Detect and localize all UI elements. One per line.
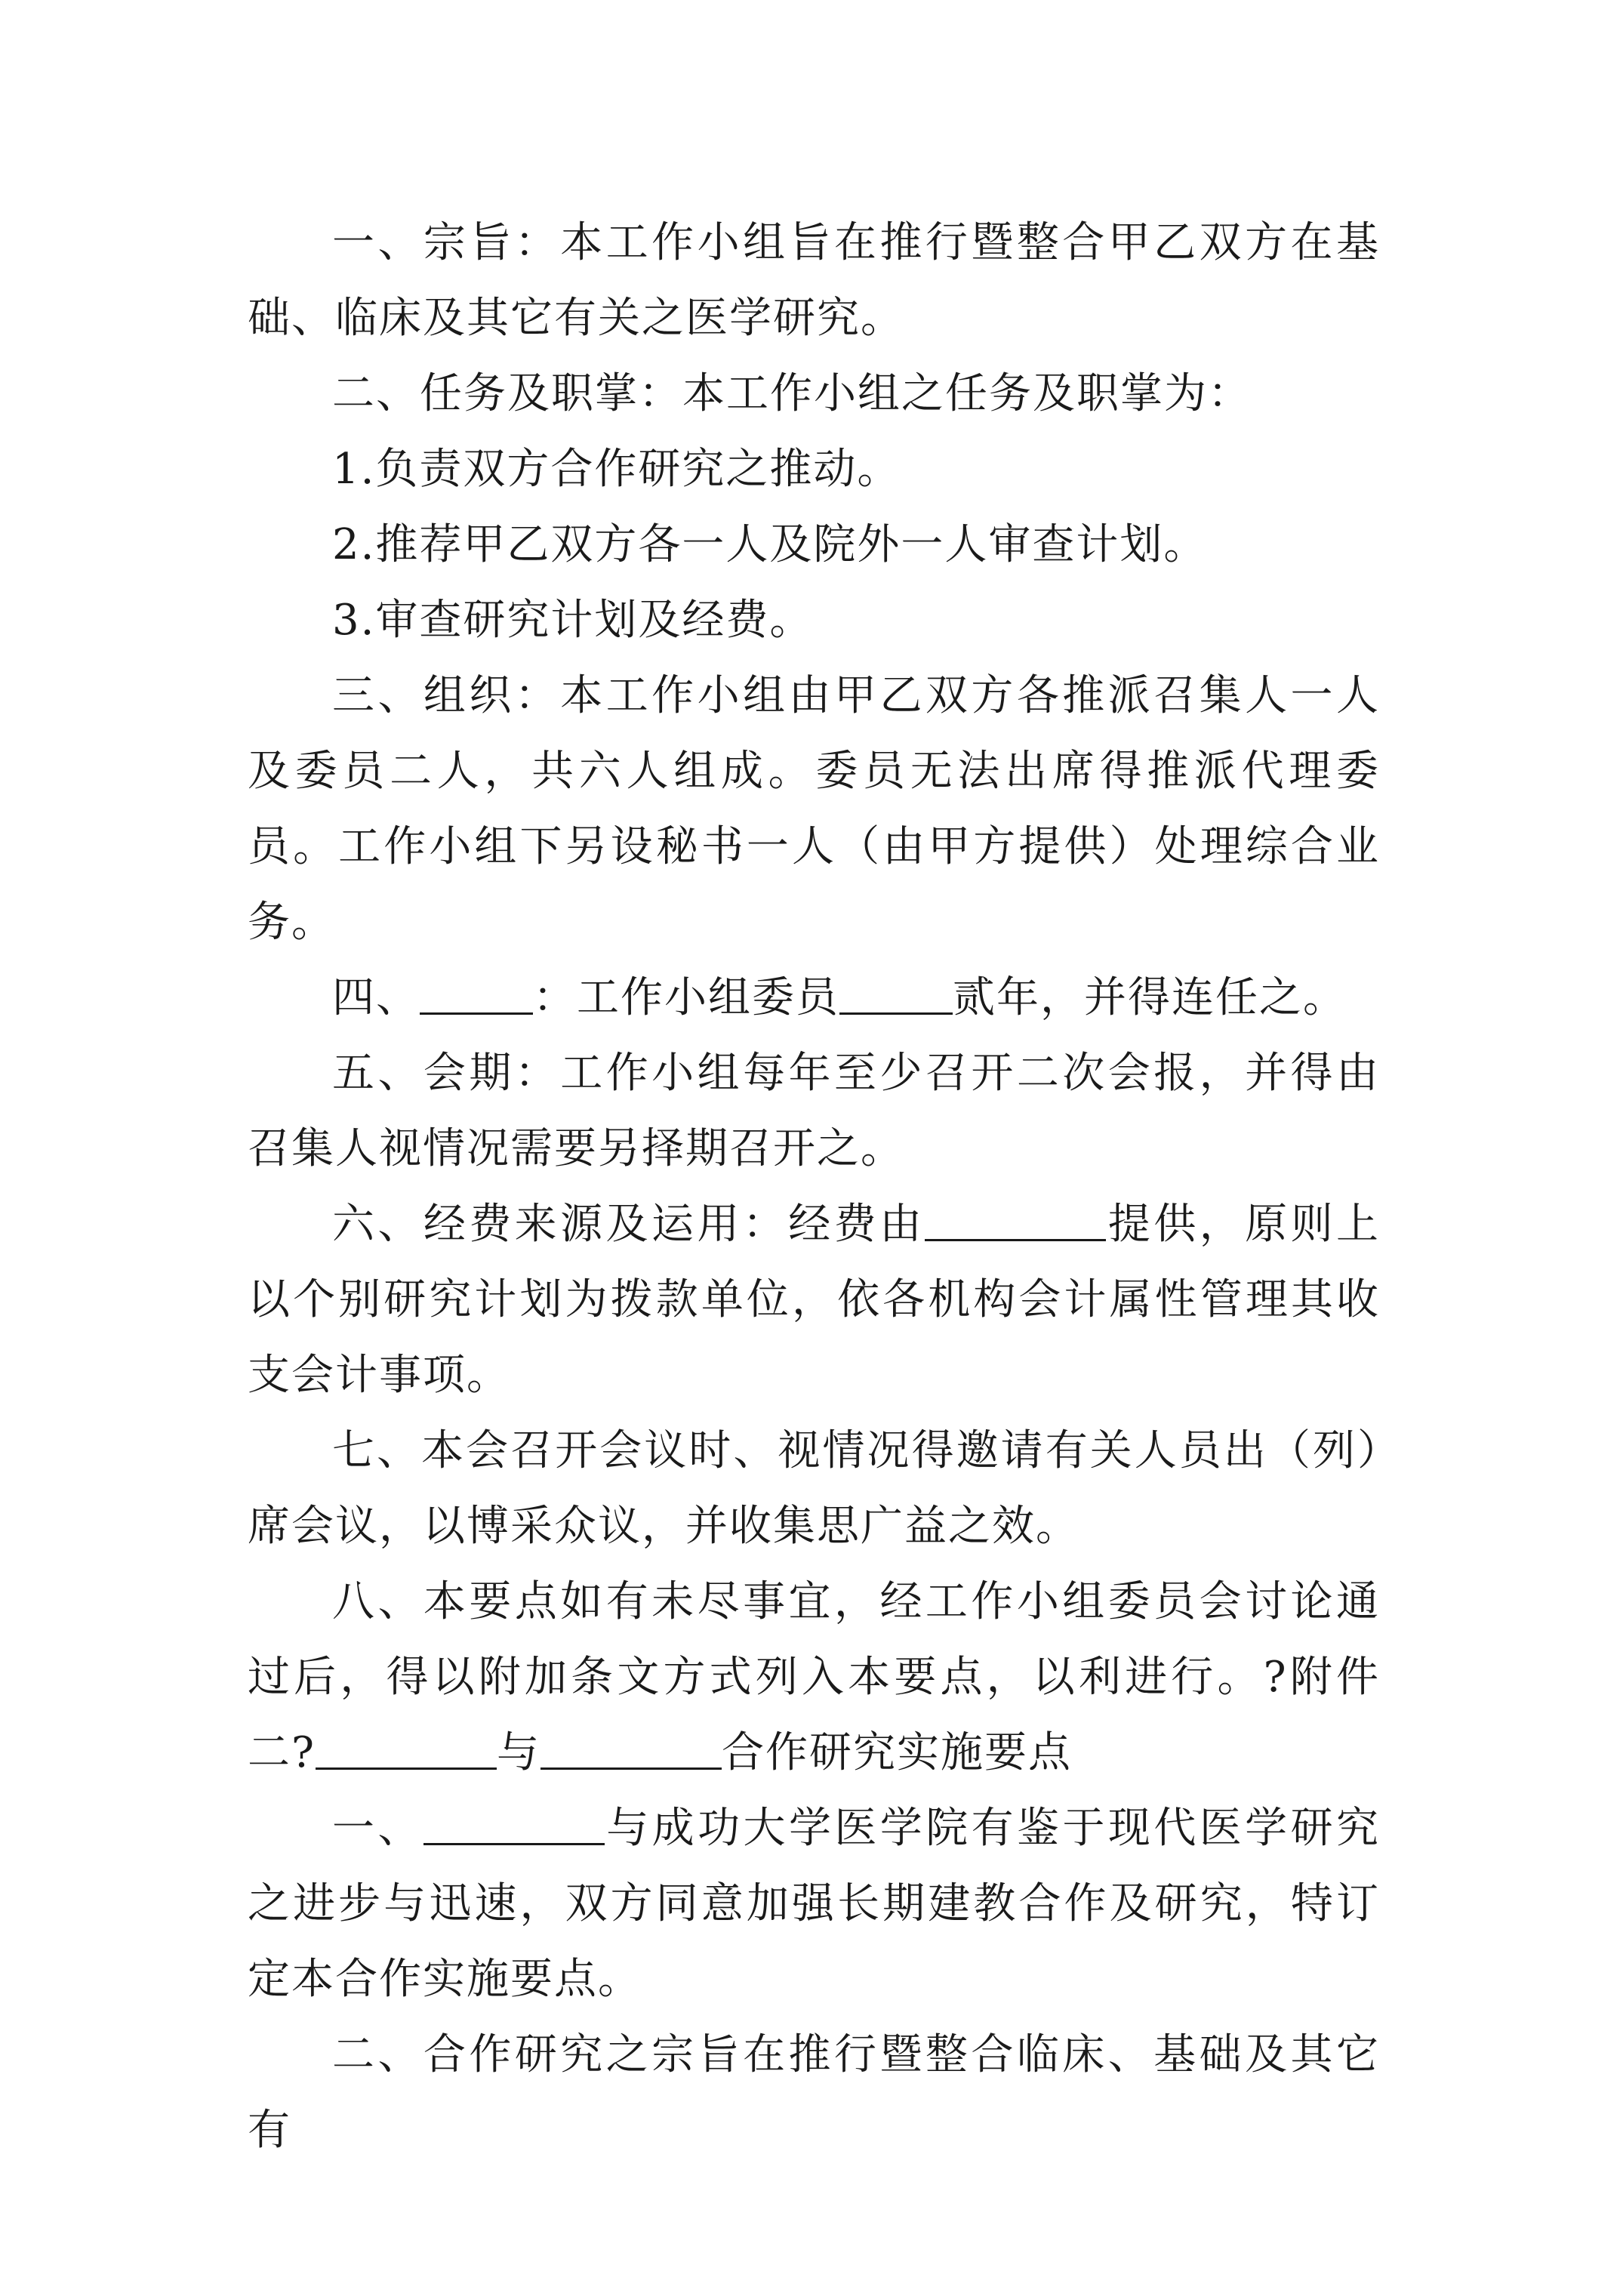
paragraph-text: ：工作小组委员	[533, 973, 839, 1022]
paragraph-text: 2.推荐甲乙双方各一人及院外一人审查计划。	[332, 520, 1208, 569]
paragraph-text: 提供，原则上以个别研究计划为拨款单位，依各机构会计属性管理其收支会计事项。	[248, 1200, 1381, 1400]
paragraph-text: 二、合作研究之宗旨在推行暨整合临床、基础及其它有	[248, 2030, 1380, 2155]
paragraph-meeting-invitees	[248, 1413, 1380, 1564]
fill-in-blank[interactable]	[423, 1801, 605, 1845]
paragraph-text: 七、本会召开会议时、视情况得邀请有关人员出（列）席会议，以博采众议，并收集思广益之效。	[248, 1426, 1380, 1551]
fill-in-blank[interactable]	[925, 1197, 1106, 1241]
paragraph-purpose	[248, 205, 1380, 356]
paragraph-text: 一、宗旨：本工作小组旨在推行暨整合甲乙双方在基础、临床及其它有关之医学研究。	[248, 218, 1380, 343]
paragraph-text: 八、本要点如有未尽事宜，经工作小组委员会讨论通过后，得以附加条文方式列入本要点，以利进行。?附件二?	[248, 1577, 1380, 1777]
paragraph-text: 1.负责双方合作研究之推动。	[332, 445, 901, 494]
paragraph-duties-heading	[248, 356, 1380, 432]
paragraph-text: 二、任务及职掌：本工作小组之任务及职掌为：	[332, 369, 1252, 418]
paragraph-text: 与成功大学医学院有鉴于现代医学研究之进步与迅速，双方同意加强长期建教合作及研究，特订定本合作实施要点。	[248, 1804, 1381, 2004]
paragraph-text: 与	[497, 1728, 541, 1777]
paragraph-amendments	[248, 1564, 1380, 1791]
paragraph-text: 一、	[332, 1804, 423, 1853]
document-body	[248, 205, 1380, 2168]
paragraph-text: 贰年，并得连任之。	[953, 973, 1347, 1022]
paragraph-meetings	[248, 1036, 1380, 1187]
paragraph-cooperation-intro	[248, 1791, 1380, 2017]
list-item-duty-3	[248, 583, 1380, 658]
list-item-duty-2	[248, 507, 1380, 583]
paragraph-text: 合作研究实施要点	[722, 1728, 1073, 1777]
paragraph-cooperation-purpose	[248, 2017, 1380, 2168]
fill-in-blank[interactable]	[839, 970, 953, 1015]
paragraph-funding	[248, 1187, 1380, 1413]
paragraph-term	[248, 960, 1380, 1036]
paragraph-text: 3.审查研究计划及经费。	[332, 596, 814, 645]
fill-in-blank[interactable]	[540, 1725, 722, 1770]
fill-in-blank[interactable]	[420, 970, 533, 1015]
paragraph-organization	[248, 658, 1380, 960]
paragraph-text: 六、经费来源及运用：经费由	[332, 1200, 925, 1249]
paragraph-text: 三、组织：本工作小组由甲乙双方各推派召集人一人及委员二人，共六人组成。委员无法出席得推派代理委员。工作小组下另设秘书一人（由甲方提供）处理综合业务。	[248, 671, 1380, 947]
list-item-duty-1	[248, 432, 1380, 507]
fill-in-blank[interactable]	[316, 1725, 497, 1770]
paragraph-text: 四、	[332, 973, 420, 1022]
paragraph-text: 五、会期：工作小组每年至少召开二次会报，并得由召集人视情况需要另择期召开之。	[248, 1049, 1380, 1173]
